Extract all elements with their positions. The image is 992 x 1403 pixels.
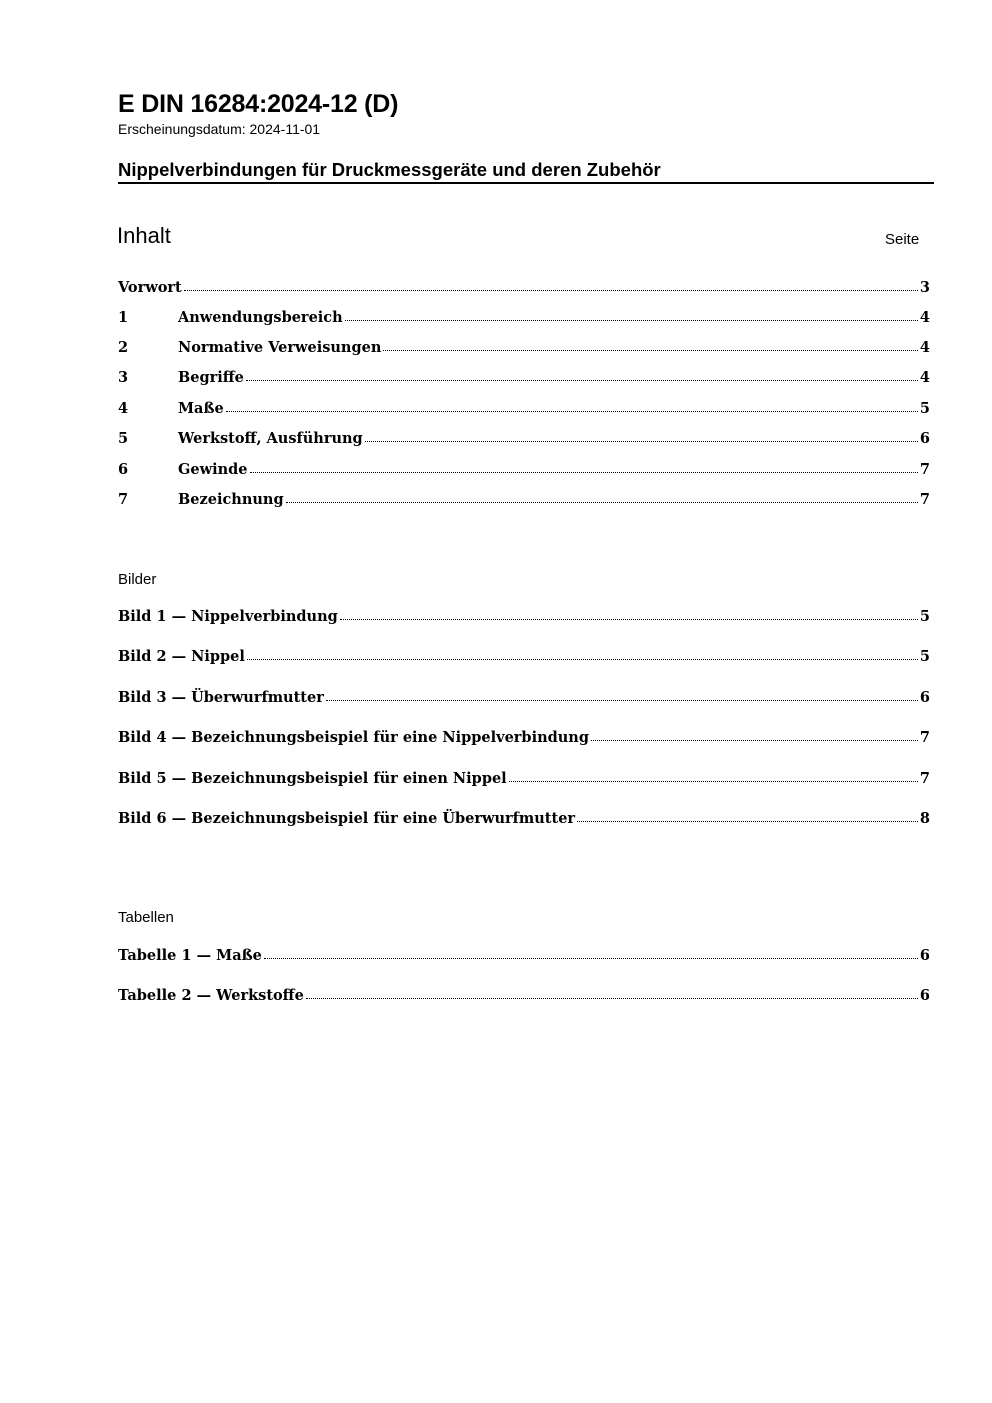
toc-entry-label: Maße bbox=[178, 400, 224, 417]
leader-dots bbox=[226, 411, 918, 412]
figure-entry-label: Bild 5 — Bezeichnungsbeispiel für einen Nippel bbox=[118, 770, 507, 787]
toc-entry-7[interactable] bbox=[118, 491, 930, 513]
figure-entry-1[interactable] bbox=[118, 608, 930, 630]
tables-heading: Tabellen bbox=[118, 909, 174, 926]
toc-entry-number: 7 bbox=[118, 491, 129, 508]
figures-heading: Bilder bbox=[118, 571, 157, 588]
toc-entry-5[interactable] bbox=[118, 430, 930, 452]
toc-entry-number: 2 bbox=[118, 339, 129, 356]
document-id: E DIN 16284:2024-12 (D) bbox=[118, 90, 399, 118]
leader-dots bbox=[247, 659, 918, 660]
figure-entry-4[interactable] bbox=[118, 729, 930, 751]
figure-entry-page: 7 bbox=[919, 729, 930, 746]
toc-entry-label: Bezeichnung bbox=[178, 491, 284, 508]
figure-entry-3[interactable] bbox=[118, 689, 930, 711]
figure-entry-page: 6 bbox=[919, 689, 930, 706]
figure-entry-page: 8 bbox=[919, 810, 930, 827]
figure-entry-label: Bild 4 — Bezeichnungsbeispiel für eine Nippelverbindung bbox=[118, 729, 589, 746]
figure-entry-6[interactable] bbox=[118, 810, 930, 832]
toc-entry-label: Vorwort bbox=[118, 279, 182, 296]
figure-entry-label: Bild 1 — Nippelverbindung bbox=[118, 608, 338, 625]
leader-dots bbox=[591, 740, 918, 741]
toc-entry-page: 4 bbox=[919, 339, 930, 356]
figure-entry-2[interactable] bbox=[118, 648, 930, 670]
toc-entry-page: 5 bbox=[919, 400, 930, 417]
document-title: Nippelverbindungen für Druckmessgeräte und deren Zubehör bbox=[118, 159, 661, 180]
leader-dots bbox=[184, 290, 918, 291]
figure-entry-label: Bild 3 — Überwurfmutter bbox=[118, 689, 324, 706]
toc-entry-number: 5 bbox=[118, 430, 129, 447]
figure-entry-5[interactable] bbox=[118, 770, 930, 792]
figure-entry-page: 5 bbox=[919, 648, 930, 665]
toc-entry-3[interactable] bbox=[118, 369, 930, 391]
leader-dots bbox=[250, 472, 918, 473]
toc-entry-label: Anwendungsbereich bbox=[178, 309, 343, 326]
leader-dots bbox=[345, 320, 918, 321]
figure-entry-page: 7 bbox=[919, 770, 930, 787]
table-entry-label: Tabelle 1 — Maße bbox=[118, 947, 262, 964]
toc-entry-page: 7 bbox=[919, 461, 930, 478]
toc-entry-4[interactable] bbox=[118, 400, 930, 422]
toc-heading: Inhalt bbox=[117, 223, 171, 248]
leader-dots bbox=[577, 821, 918, 822]
figure-entry-label: Bild 2 — Nippel bbox=[118, 648, 245, 665]
leader-dots bbox=[383, 350, 918, 351]
table-entry-2[interactable] bbox=[118, 987, 930, 1009]
toc-entry-page: 6 bbox=[919, 430, 930, 447]
table-entry-page: 6 bbox=[919, 947, 930, 964]
leader-dots bbox=[306, 998, 918, 999]
toc-entry-vorwort[interactable] bbox=[118, 279, 930, 301]
toc-entry-page: 4 bbox=[919, 369, 930, 386]
toc-entry-2[interactable] bbox=[118, 339, 930, 361]
toc-entry-number: 3 bbox=[118, 369, 129, 386]
toc-entry-page: 3 bbox=[919, 279, 930, 296]
toc-entry-number: 6 bbox=[118, 461, 129, 478]
table-entry-label: Tabelle 2 — Werkstoffe bbox=[118, 987, 304, 1004]
toc-entry-6[interactable] bbox=[118, 461, 930, 483]
table-entry-1[interactable] bbox=[118, 947, 930, 969]
leader-dots bbox=[246, 380, 918, 381]
toc-entry-number: 4 bbox=[118, 400, 129, 417]
figure-entry-label: Bild 6 — Bezeichnungsbeispiel für eine Überwurfmutter bbox=[118, 810, 576, 827]
table-entry-page: 6 bbox=[919, 987, 930, 1004]
toc-entry-label: Werkstoff, Ausführung bbox=[178, 430, 363, 447]
toc-entry-label: Gewinde bbox=[178, 461, 248, 478]
figure-entry-page: 5 bbox=[919, 608, 930, 625]
publication-date: Erscheinungsdatum: 2024-11-01 bbox=[118, 121, 321, 137]
leader-dots bbox=[509, 781, 918, 782]
toc-entry-page: 4 bbox=[919, 309, 930, 326]
leader-dots bbox=[365, 441, 918, 442]
toc-entry-number: 1 bbox=[118, 309, 129, 326]
toc-entry-1[interactable] bbox=[118, 309, 930, 331]
leader-dots bbox=[340, 619, 918, 620]
toc-entry-label: Normative Verweisungen bbox=[178, 339, 382, 356]
toc-entry-page: 7 bbox=[919, 491, 930, 508]
leader-dots bbox=[264, 958, 918, 959]
title-underline bbox=[118, 182, 934, 184]
page-column-label: Seite bbox=[885, 231, 920, 248]
leader-dots bbox=[326, 700, 918, 701]
toc-entry-label: Begriffe bbox=[178, 369, 244, 386]
leader-dots bbox=[286, 502, 918, 503]
